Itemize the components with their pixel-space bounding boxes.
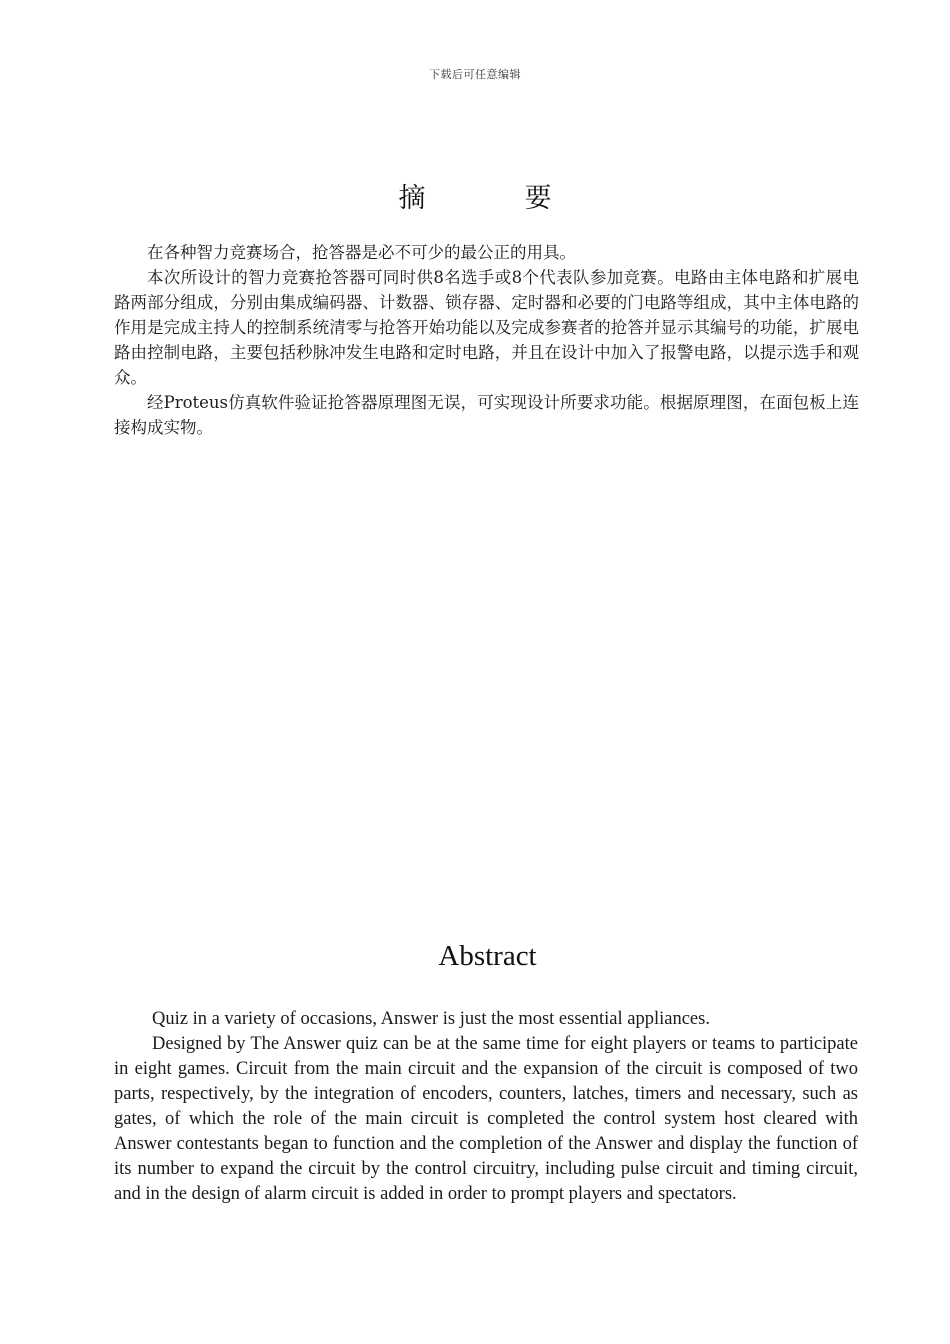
chinese-paragraph-2: 本次所设计的智力竞赛抢答器可同时供8名选手或8个代表队参加竞赛。电路由主体电路和扩展电路两部分组成，分别由集成编码器、计数器、锁存器、定时器和必要的门电路等组成，其中主体电路的作用是完成主持人的控制系统清零与抢答开始功能以及完成参赛者的抢答并显示其编号的功能，扩展电路由控制电路，主要包括秒脉冲发生电路和定时电路，并且在设计中加入了报警电路，以提示选手和观众。 [114,268,859,387]
chinese-abstract-body [114,240,859,440]
english-paragraph-2: Designed by The Answer quiz can be at the same time for eight players or teams to participate in eight games. Circuit from the main circuit and the expansion of the circuit is composed of two parts, respectively, by the integration of encoders, counters, latches, timers and necessary, such as gates, of which the role of the main circuit is completed the control system host cleared with Answer contestants began to function and the completion of the Answer and display the function of its number to expand the circuit by the control circuitry, including pulse circuit and timing circuit, and in the design of alarm circuit is added in order to prompt players and spectators. [114,1034,858,1204]
english-abstract-body [114,1007,858,1207]
english-paragraph-1: Quiz in a variety of occasions, Answer is just the most essential appliances. [152,1009,710,1029]
chinese-paragraph-3: 经Proteus仿真软件验证抢答器原理图无误，可实现设计所要求功能。根据原理图，在面包板上连接构成实物。 [114,393,859,437]
page-header-note: 下载后可任意编辑 [429,68,521,81]
english-abstract-title: Abstract [438,940,537,972]
chinese-paragraph-1: 在各种智力竞赛场合，抢答器是必不可少的最公正的用具。 [147,243,576,262]
chinese-abstract-title: 摘 要 [398,183,588,214]
